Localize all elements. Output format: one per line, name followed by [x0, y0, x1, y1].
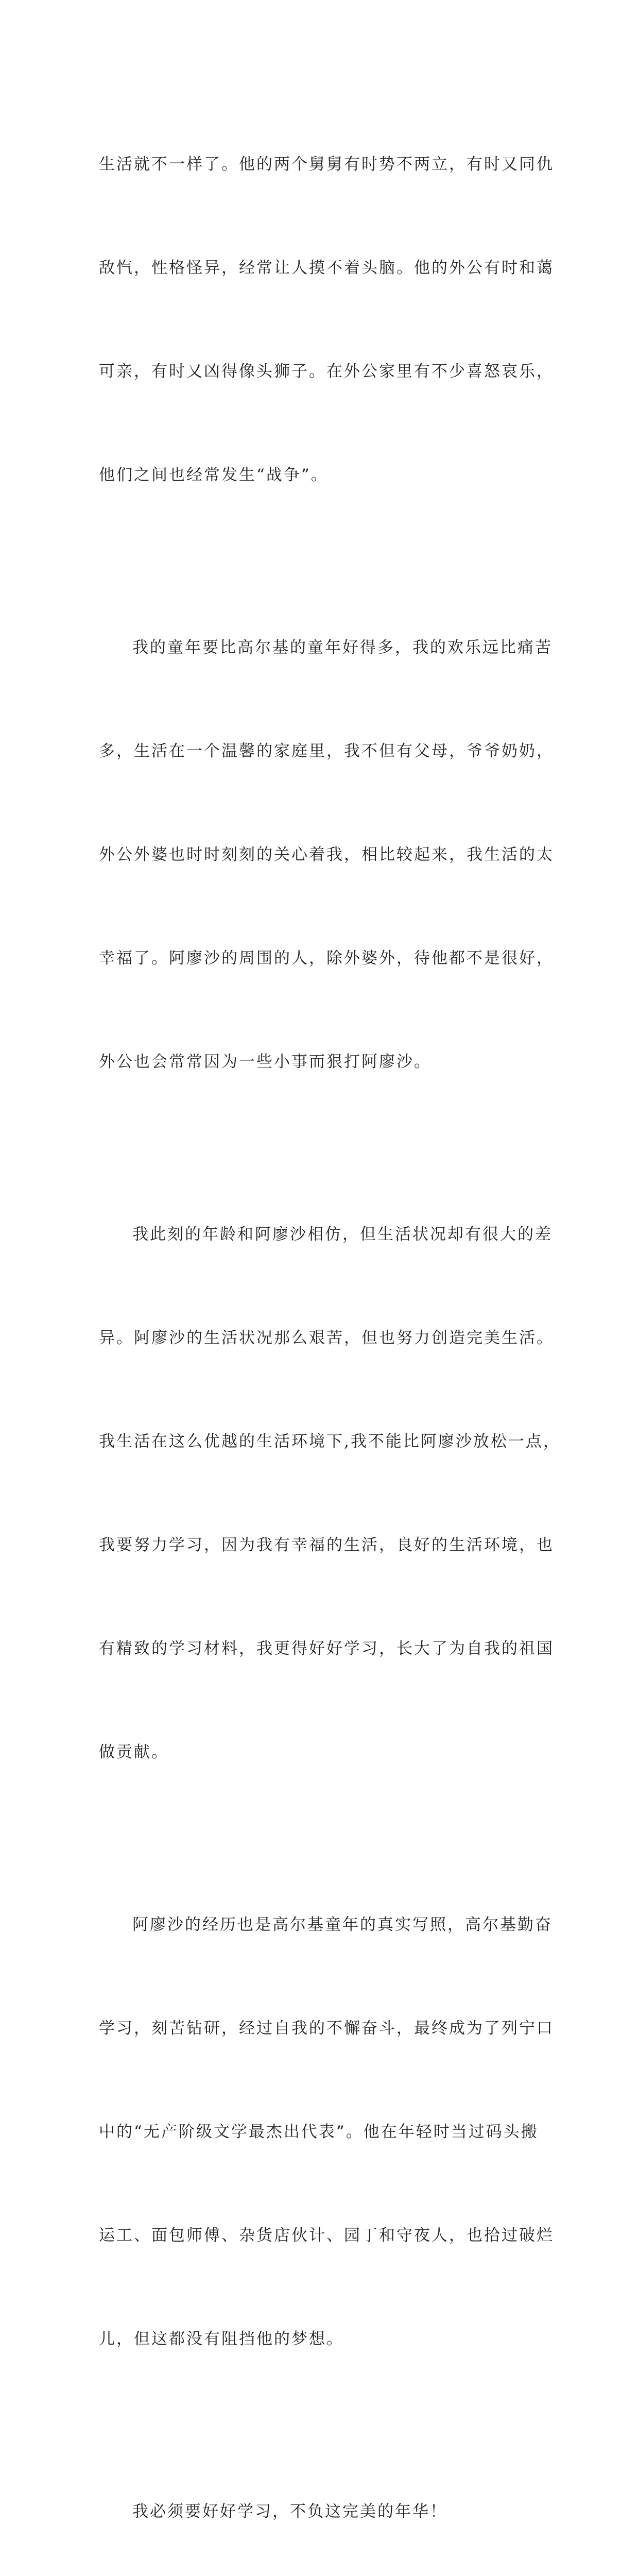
text-line: 学习，刻苦钻研，经过自我的不懈奋斗，最终成为了列宁口 — [99, 2019, 554, 2038]
text-line: 运工、面包师傅、杂货店伙计、园丁和守夜人，也拾过破烂 — [99, 2226, 554, 2245]
paragraph-1 — [99, 78, 554, 562]
text-line: 我生活在这么优越的生活环境下,我不能比阿廖沙放松一点， — [99, 1432, 561, 1451]
text-line: 我要努力学习，因为我有幸福的生活，良好的生活环境，也 — [99, 1536, 554, 1554]
paragraph-2 — [99, 562, 554, 1148]
text-line: 外公也会常常因为一些小事而狠打阿廖沙。 — [99, 1053, 431, 1071]
text-line: 有精致的学习材料，我更得好好学习，长大了为自我的祖国 — [99, 1639, 554, 1658]
paragraph-5 — [99, 2426, 542, 2576]
text-line: 可亲，有时又凶得像头狮子。在外公家里有不少喜怒哀乐， — [99, 362, 554, 381]
text-line: 幸福了。阿廖沙的周围的人，除外婆外，待他都不是很好， — [99, 949, 554, 968]
text-line: 敌忾，性格怪异，经常让人摸不着头脑。他的外公有时和蔼 — [99, 259, 554, 277]
text-line: 异。阿廖沙的生活状况那么艰苦，但也努力创造完美生活。 — [99, 1329, 554, 1347]
text-line: 中的“无产阶级文学最杰出代表”。他在年轻时当过码头搬 — [99, 2123, 539, 2141]
paragraph-3 — [99, 1148, 561, 1839]
text-line: 我的童年要比高尔基的童年好得多，我的欢乐远比痛苦 — [132, 638, 552, 657]
text-line: 儿，但这都没有阻挡他的梦想。 — [99, 2330, 344, 2348]
text-line: 我此刻的年龄和阿廖沙相仿，但生活状况却有很大的差 — [132, 1225, 552, 1244]
text-line: 多，生活在一个温馨的家庭里，我不但有父母，爷爷奶奶， — [99, 742, 554, 760]
text-line: 做贡献。 — [99, 1743, 169, 1761]
text-line: 我必须要好好学习，不负这完美的年华！ — [132, 2502, 447, 2521]
text-line: 外公外婆也时时刻刻的关心着我，相比较起来，我生活的太 — [99, 845, 554, 864]
paragraph-4 — [99, 1839, 554, 2426]
text-line: 他们之间也经常发生“战争”。 — [99, 466, 329, 484]
text-line: 生活就不一样了。他的两个舅舅有时势不两立，有时又同仇 — [99, 155, 554, 174]
text-line: 阿廖沙的经历也是高尔基童年的真实写照，高尔基勤奋 — [132, 1916, 552, 1934]
document-body — [99, 78, 561, 2576]
